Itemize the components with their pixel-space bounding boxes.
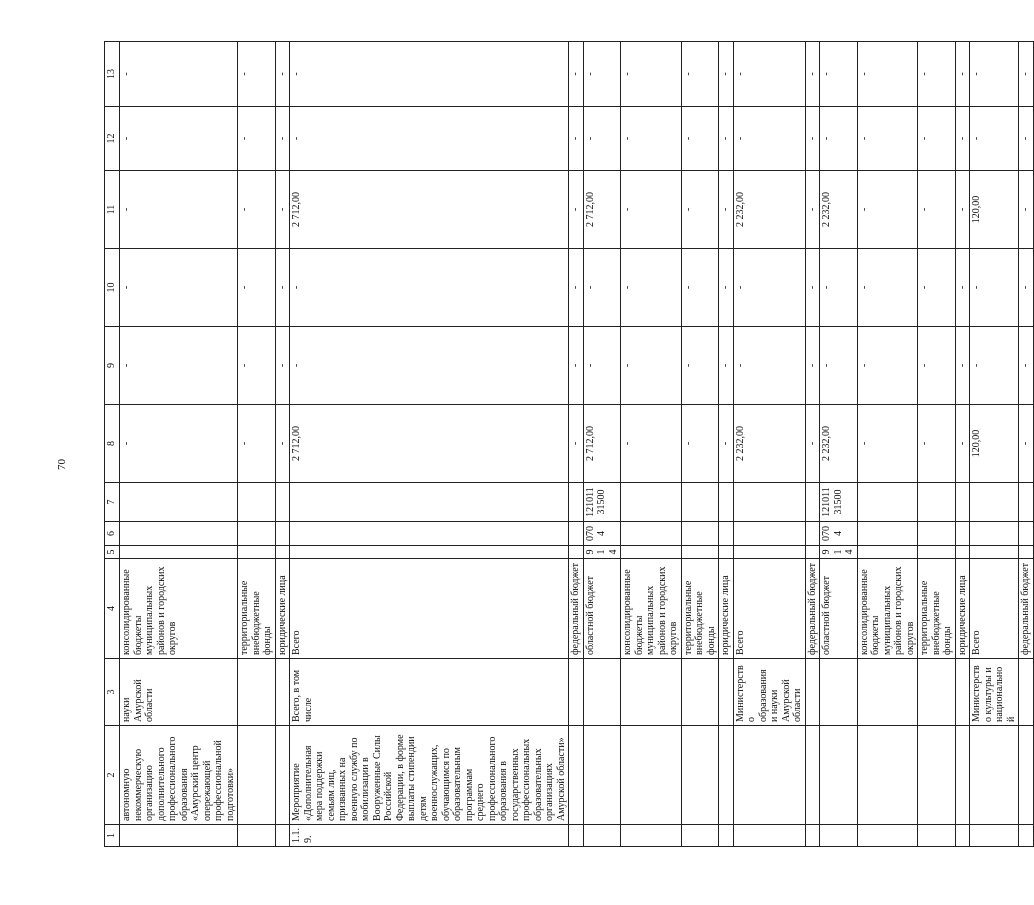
target-article <box>805 483 820 522</box>
measure-description <box>275 726 290 825</box>
responsible-executor <box>621 659 682 726</box>
amount-year-5: - <box>681 42 719 107</box>
amount-year-1: - <box>681 327 719 405</box>
amount-year-5: - <box>583 42 621 107</box>
amount-year-5: - <box>238 42 276 107</box>
funding-source: федеральный бюджет <box>1019 559 1034 659</box>
measure-description <box>805 726 820 825</box>
amount-year-5: - <box>621 42 682 107</box>
item-number <box>733 825 805 847</box>
amount-year-1: - <box>275 327 290 405</box>
amount-year-4: - <box>681 107 719 171</box>
column-number: 13 <box>105 42 120 107</box>
gr-code <box>1019 546 1034 559</box>
razdel-code <box>238 522 276 546</box>
item-number <box>238 825 276 847</box>
amount-year-2: - <box>918 249 956 327</box>
funding-source: федеральный бюджет <box>805 559 820 659</box>
gr-code <box>970 546 1019 559</box>
amount-year-2: - <box>733 249 805 327</box>
amount-year-5: - <box>970 42 1019 107</box>
amount-year-3: - <box>621 171 682 249</box>
amount-year-5: - <box>733 42 805 107</box>
gr-code <box>569 546 584 559</box>
table-row <box>275 42 290 847</box>
razdel-code: 0704 <box>583 522 621 546</box>
amount-year-2: - <box>120 249 238 327</box>
amount-year-4: - <box>857 107 918 171</box>
funding-source: юридические лица <box>719 559 734 659</box>
gr-code <box>805 546 820 559</box>
measure-description: автономную некоммерческую организацию дополнительного профессионального образования «Амурский центр опережающей профессиональной подготовки» <box>120 726 238 825</box>
measure-description <box>955 726 970 825</box>
item-number <box>918 825 956 847</box>
funding-source: Всего <box>970 559 1019 659</box>
measure-description <box>621 726 682 825</box>
funding-source: консолидированные бюджеты муниципальных районов и городских округов <box>621 559 682 659</box>
amount-total: - <box>805 405 820 483</box>
page-number: 70 <box>56 459 68 470</box>
table-row <box>681 42 719 847</box>
amount-year-2: - <box>569 249 584 327</box>
column-number: 12 <box>105 107 120 171</box>
table-row <box>583 42 621 847</box>
amount-year-4: - <box>955 107 970 171</box>
measure-description <box>583 726 621 825</box>
responsible-executor: науки Амурской области <box>120 659 238 726</box>
column-number: 6 <box>105 522 120 546</box>
amount-year-1: - <box>918 327 956 405</box>
razdel-code <box>1019 522 1034 546</box>
responsible-executor <box>955 659 970 726</box>
responsible-executor: Всего, в том числе <box>290 659 569 726</box>
amount-year-1: - <box>621 327 682 405</box>
target-article <box>970 483 1019 522</box>
gr-code <box>857 546 918 559</box>
item-number <box>820 825 858 847</box>
amount-year-4: - <box>275 107 290 171</box>
item-number <box>857 825 918 847</box>
funding-source: областной бюджет <box>583 559 621 659</box>
target-article <box>238 483 276 522</box>
target-article <box>290 483 569 522</box>
funding-source: федеральный бюджет <box>569 559 584 659</box>
amount-year-2: - <box>290 249 569 327</box>
measure-description <box>681 726 719 825</box>
target-article <box>569 483 584 522</box>
amount-year-2: - <box>583 249 621 327</box>
item-number <box>681 825 719 847</box>
column-number: 10 <box>105 249 120 327</box>
responsible-executor <box>857 659 918 726</box>
amount-total: 2 232,00 <box>820 405 858 483</box>
responsible-executor <box>681 659 719 726</box>
amount-year-1: - <box>290 327 569 405</box>
amount-year-3: - <box>275 171 290 249</box>
amount-year-5: - <box>857 42 918 107</box>
measure-description <box>820 726 858 825</box>
table-row <box>569 42 584 847</box>
amount-year-3: - <box>805 171 820 249</box>
razdel-code <box>970 522 1019 546</box>
amount-year-5: - <box>918 42 956 107</box>
amount-year-3: - <box>857 171 918 249</box>
amount-year-1: - <box>857 327 918 405</box>
amount-total: - <box>238 405 276 483</box>
responsible-executor <box>1019 659 1034 726</box>
amount-year-3: 2 232,00 <box>820 171 858 249</box>
amount-year-4: - <box>1019 107 1034 171</box>
funding-source: территориальные внебюджетные фонды <box>918 559 956 659</box>
gr-code <box>238 546 276 559</box>
amount-year-1: - <box>569 327 584 405</box>
amount-year-2: - <box>1019 249 1034 327</box>
target-article: 12101131500 <box>583 483 621 522</box>
column-number: 5 <box>105 546 120 559</box>
amount-year-3: - <box>719 171 734 249</box>
measure-description <box>733 726 805 825</box>
table-row <box>621 42 682 847</box>
razdel-code <box>275 522 290 546</box>
item-number <box>719 825 734 847</box>
header-row <box>105 42 120 847</box>
razdel-code <box>120 522 238 546</box>
item-number <box>1019 825 1034 847</box>
razdel-code <box>955 522 970 546</box>
amount-year-3: 2 712,00 <box>583 171 621 249</box>
responsible-executor <box>238 659 276 726</box>
amount-year-4: - <box>290 107 569 171</box>
amount-year-3: - <box>569 171 584 249</box>
responsible-executor <box>583 659 621 726</box>
amount-total: 2 712,00 <box>583 405 621 483</box>
target-article <box>1019 483 1034 522</box>
amount-year-4: - <box>621 107 682 171</box>
column-number: 11 <box>105 171 120 249</box>
gr-code <box>120 546 238 559</box>
table-row <box>805 42 820 847</box>
amount-total: - <box>1019 405 1034 483</box>
amount-year-2: - <box>681 249 719 327</box>
amount-year-3: - <box>918 171 956 249</box>
target-article <box>918 483 956 522</box>
razdel-code <box>681 522 719 546</box>
amount-total: - <box>681 405 719 483</box>
amount-year-5: - <box>569 42 584 107</box>
target-article <box>275 483 290 522</box>
responsible-executor <box>918 659 956 726</box>
amount-year-3: 2 232,00 <box>733 171 805 249</box>
measure-description <box>970 726 1019 825</box>
funding-source: юридические лица <box>955 559 970 659</box>
amount-year-4: - <box>719 107 734 171</box>
target-article <box>120 483 238 522</box>
funding-source: юридические лица <box>275 559 290 659</box>
amount-year-3: 120,00 <box>970 171 1019 249</box>
amount-year-5: - <box>805 42 820 107</box>
funding-source: Всего <box>290 559 569 659</box>
amount-total: - <box>918 405 956 483</box>
razdel-code <box>290 522 569 546</box>
column-number: 8 <box>105 405 120 483</box>
amount-year-5: - <box>955 42 970 107</box>
target-article <box>857 483 918 522</box>
gr-code <box>290 546 569 559</box>
amount-year-4: - <box>820 107 858 171</box>
amount-year-1: - <box>955 327 970 405</box>
amount-year-1: - <box>120 327 238 405</box>
amount-year-1: - <box>820 327 858 405</box>
amount-year-3: - <box>238 171 276 249</box>
funding-source: территориальные внебюджетные фонды <box>238 559 276 659</box>
amount-year-1: - <box>1019 327 1034 405</box>
column-number: 4 <box>105 559 120 659</box>
razdel-code <box>719 522 734 546</box>
responsible-executor: Министерство культуры и национальной <box>970 659 1019 726</box>
amount-year-5: - <box>820 42 858 107</box>
responsible-executor <box>569 659 584 726</box>
razdel-code <box>857 522 918 546</box>
item-number <box>805 825 820 847</box>
amount-year-2: - <box>820 249 858 327</box>
item-number <box>955 825 970 847</box>
measure-description: Мероприятие «Дополнительная мера поддержки семьям лиц, призванных на военную службу по мобилизации в Вооруженные Силы Российской Федерации, в форме выплаты стипендии детям военнослужащих, обучающимся по образовательным программам среднего профессионального образования в государственных профессиональных образовательных организациях Амурской области» <box>290 726 569 825</box>
responsible-executor <box>820 659 858 726</box>
amount-year-1: - <box>970 327 1019 405</box>
amount-year-3: - <box>120 171 238 249</box>
gr-code: 914 <box>820 546 858 559</box>
rotated-table-wrapper <box>104 42 1031 847</box>
responsible-executor: Министерство образования и науки Амурской области <box>733 659 805 726</box>
amount-year-2: - <box>275 249 290 327</box>
responsible-executor <box>275 659 290 726</box>
amount-year-4: - <box>569 107 584 171</box>
amount-year-4: - <box>733 107 805 171</box>
amount-year-4: - <box>583 107 621 171</box>
amount-year-4: - <box>120 107 238 171</box>
razdel-code <box>569 522 584 546</box>
amount-total: 2 712,00 <box>290 405 569 483</box>
responsible-executor <box>805 659 820 726</box>
table-row <box>733 42 805 847</box>
amount-year-4: - <box>970 107 1019 171</box>
responsible-executor <box>719 659 734 726</box>
amount-total: - <box>955 405 970 483</box>
table-row <box>1019 42 1034 847</box>
amount-year-5: - <box>1019 42 1034 107</box>
amount-year-4: - <box>918 107 956 171</box>
table-row <box>918 42 956 847</box>
funding-source: консолидированные бюджеты муниципальных районов и городских округов <box>857 559 918 659</box>
table-row <box>857 42 918 847</box>
gr-code <box>275 546 290 559</box>
razdel-code <box>805 522 820 546</box>
gr-code <box>918 546 956 559</box>
table-row <box>955 42 970 847</box>
amount-year-4: - <box>238 107 276 171</box>
target-article <box>621 483 682 522</box>
target-article <box>955 483 970 522</box>
gr-code <box>621 546 682 559</box>
measure-description <box>719 726 734 825</box>
item-number <box>583 825 621 847</box>
table-row <box>120 42 238 847</box>
amount-year-1: - <box>719 327 734 405</box>
funding-source: областной бюджет <box>820 559 858 659</box>
column-number: 2 <box>105 726 120 825</box>
amount-year-5: - <box>120 42 238 107</box>
measure-description <box>1019 726 1034 825</box>
item-number <box>275 825 290 847</box>
funding-source: Всего <box>733 559 805 659</box>
amount-year-3: - <box>1019 171 1034 249</box>
amount-year-3: - <box>955 171 970 249</box>
razdel-code <box>621 522 682 546</box>
item-number: 1.1.9. <box>290 825 569 847</box>
table-row <box>970 42 1019 847</box>
column-number: 3 <box>105 659 120 726</box>
gr-code <box>719 546 734 559</box>
gr-code <box>681 546 719 559</box>
table-row <box>719 42 734 847</box>
amount-year-5: - <box>290 42 569 107</box>
table-row <box>238 42 276 847</box>
table-row <box>820 42 858 847</box>
amount-year-2: - <box>621 249 682 327</box>
amount-year-1: - <box>583 327 621 405</box>
amount-year-4: - <box>805 107 820 171</box>
amount-year-2: - <box>955 249 970 327</box>
target-article <box>719 483 734 522</box>
razdel-code <box>918 522 956 546</box>
amount-total: - <box>120 405 238 483</box>
amount-year-2: - <box>719 249 734 327</box>
column-number: 9 <box>105 327 120 405</box>
measure-description <box>238 726 276 825</box>
item-number <box>569 825 584 847</box>
amount-year-3: 2 712,00 <box>290 171 569 249</box>
funding-source: консолидированные бюджеты муниципальных районов и городских округов <box>120 559 238 659</box>
razdel-code: 0704 <box>820 522 858 546</box>
column-number: 7 <box>105 483 120 522</box>
amount-year-5: - <box>719 42 734 107</box>
amount-total: - <box>621 405 682 483</box>
column-number: 1 <box>105 825 120 847</box>
amount-year-1: - <box>238 327 276 405</box>
measure-description <box>569 726 584 825</box>
amount-year-2: - <box>970 249 1019 327</box>
gr-code <box>733 546 805 559</box>
gr-code: 914 <box>583 546 621 559</box>
measure-description <box>918 726 956 825</box>
amount-year-2: - <box>805 249 820 327</box>
funding-source: территориальные внебюджетные фонды <box>681 559 719 659</box>
amount-year-1: - <box>733 327 805 405</box>
target-article: 12101131500 <box>820 483 858 522</box>
gr-code <box>955 546 970 559</box>
amount-total: 120,00 <box>970 405 1019 483</box>
amount-total: - <box>719 405 734 483</box>
razdel-code <box>733 522 805 546</box>
item-number <box>621 825 682 847</box>
amount-year-5: - <box>275 42 290 107</box>
item-number <box>970 825 1019 847</box>
amount-total: - <box>275 405 290 483</box>
table-row <box>290 42 569 847</box>
amount-year-1: - <box>805 327 820 405</box>
amount-total: 2 232,00 <box>733 405 805 483</box>
amount-year-3: - <box>681 171 719 249</box>
measure-description <box>857 726 918 825</box>
item-number <box>120 825 238 847</box>
amount-total: - <box>569 405 584 483</box>
target-article <box>681 483 719 522</box>
amount-total: - <box>857 405 918 483</box>
budget-table <box>104 41 1034 847</box>
amount-year-2: - <box>238 249 276 327</box>
target-article <box>733 483 805 522</box>
amount-year-2: - <box>857 249 918 327</box>
